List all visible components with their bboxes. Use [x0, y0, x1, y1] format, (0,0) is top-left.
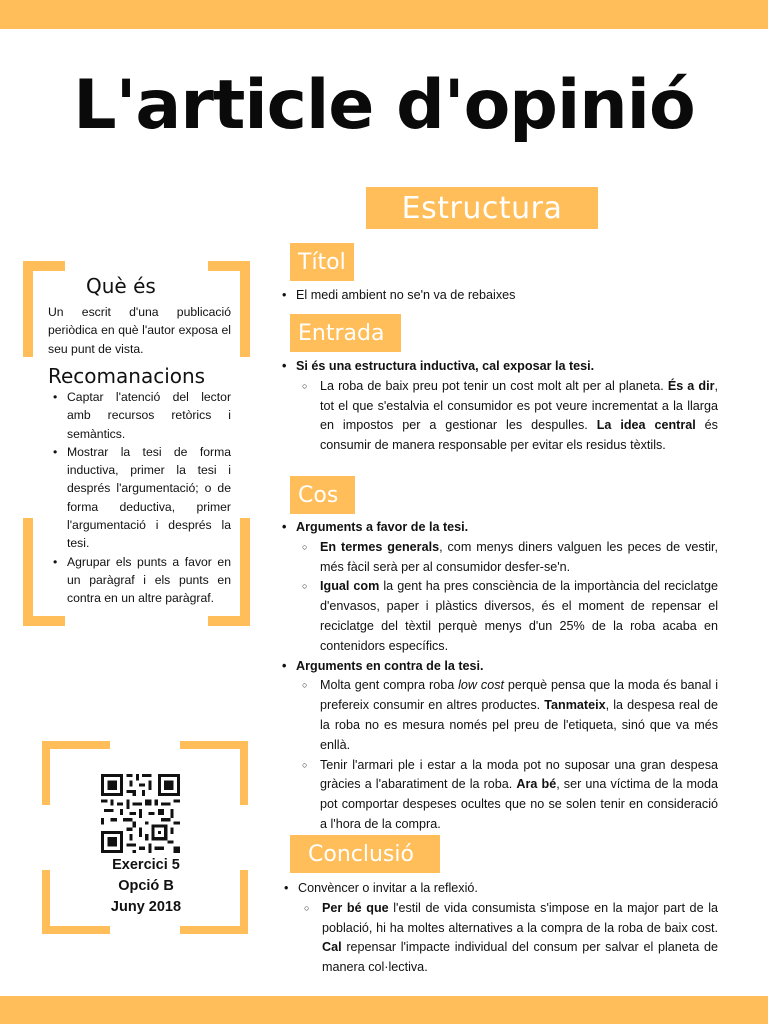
que-es-heading: Què és [86, 274, 156, 298]
structure-badge: Estructura [366, 187, 598, 229]
list-item: ○ Tenir l'armari ple i estar a la moda pot no suposar una gran despesa gràcies a l'abaratiment de la roba. Ara bé, ser una víctima de la moda pot comportar despeses ocultes que no se solen tenir en consideració a l'hora de la compra. [296, 756, 718, 835]
list-item: ○ En termes generals, com menys diners valguen les peces de vestir, més fàcil serà per al consumidor desfer-se'n. [296, 538, 718, 578]
top-accent-bar [0, 0, 768, 29]
list-item: ○ Per bé que l'estil de vida consumista s'impose en la major part de la població, hi ha moltes alternatives a la compra de la roba de baix cost. Cal repensar l'impacte individual del consum per salvar el planeta de manera col·lectiva. [298, 899, 718, 978]
section-conclusio-badge: Conclusió [290, 835, 440, 873]
cos-content [278, 518, 718, 835]
section-entrada-badge: Entrada [290, 314, 401, 352]
list-item: ○ Igual com la gent ha pres consciència de la importància del reciclatge d'envasos, paper i plàstics diversos, és el moment de repensar el reciclatge del tèxtil perquè menys d'un 25% de la roba acaba en contenidors específics. [296, 577, 718, 656]
list-item: ○ La roba de baix preu pot tenir un cost molt alt per al planeta. És a dir, tot el que s'estalvia el consumidor es pot veure incrementat a la llarga en impostos per a gestionar les despulles. La idea central és consumir de manera responsable per evitar els residus tèxtils. [296, 377, 718, 456]
recomanacions-list [49, 388, 231, 608]
titol-content [278, 286, 718, 306]
list-item: • Arguments en contra de la tesi. [278, 657, 718, 677]
section-titol-badge: Títol [290, 243, 354, 281]
list-item: • Mostrar la tesi de forma inductiva, primer la tesi i després l'argumentació; o de forma deductiva, primer l'argumentació i després la tesi. [49, 443, 231, 553]
exercise-option: Opció B [118, 878, 174, 894]
section-cos-badge: Cos [290, 476, 355, 514]
list-item: • Captar l'atenció del lector amb recursos retòrics i semàntics. [49, 388, 231, 443]
conclusio-content [280, 879, 718, 978]
exercise-number: Exercici 5 [112, 857, 180, 873]
list-item: • Convèncer o invitar a la reflexió. [280, 879, 718, 899]
list-item: ○ Molta gent compra roba low cost perquè pensa que la moda és banal i prefereix consumir en altres productes. Tanmateix, la despesa real de la roba no es mesura només pel preu de l'etiqueta, sinó que va més enllà. [296, 676, 718, 755]
bottom-accent-bar [0, 996, 768, 1024]
list-item: • Si és una estructura inductiva, cal exposar la tesi. [278, 357, 718, 377]
page-title: L'article d'opinió [73, 66, 695, 145]
list-item: • Agrupar els punts a favor en un paràgraf i els punts en contra en un altre paràgraf. [49, 553, 231, 608]
entrada-content [278, 357, 718, 456]
recomanacions-heading: Recomanacions [48, 364, 206, 388]
exercise-date: Juny 2018 [110, 899, 182, 915]
list-item: • El medi ambient no se'n va de rebaixes [278, 286, 718, 306]
que-es-text: Un escrit d'una publicació periòdica en què l'autor exposa el seu punt de vista. [48, 305, 231, 356]
qr-code-icon[interactable] [101, 774, 180, 853]
list-item: • Arguments a favor de la tesi. [278, 518, 718, 538]
